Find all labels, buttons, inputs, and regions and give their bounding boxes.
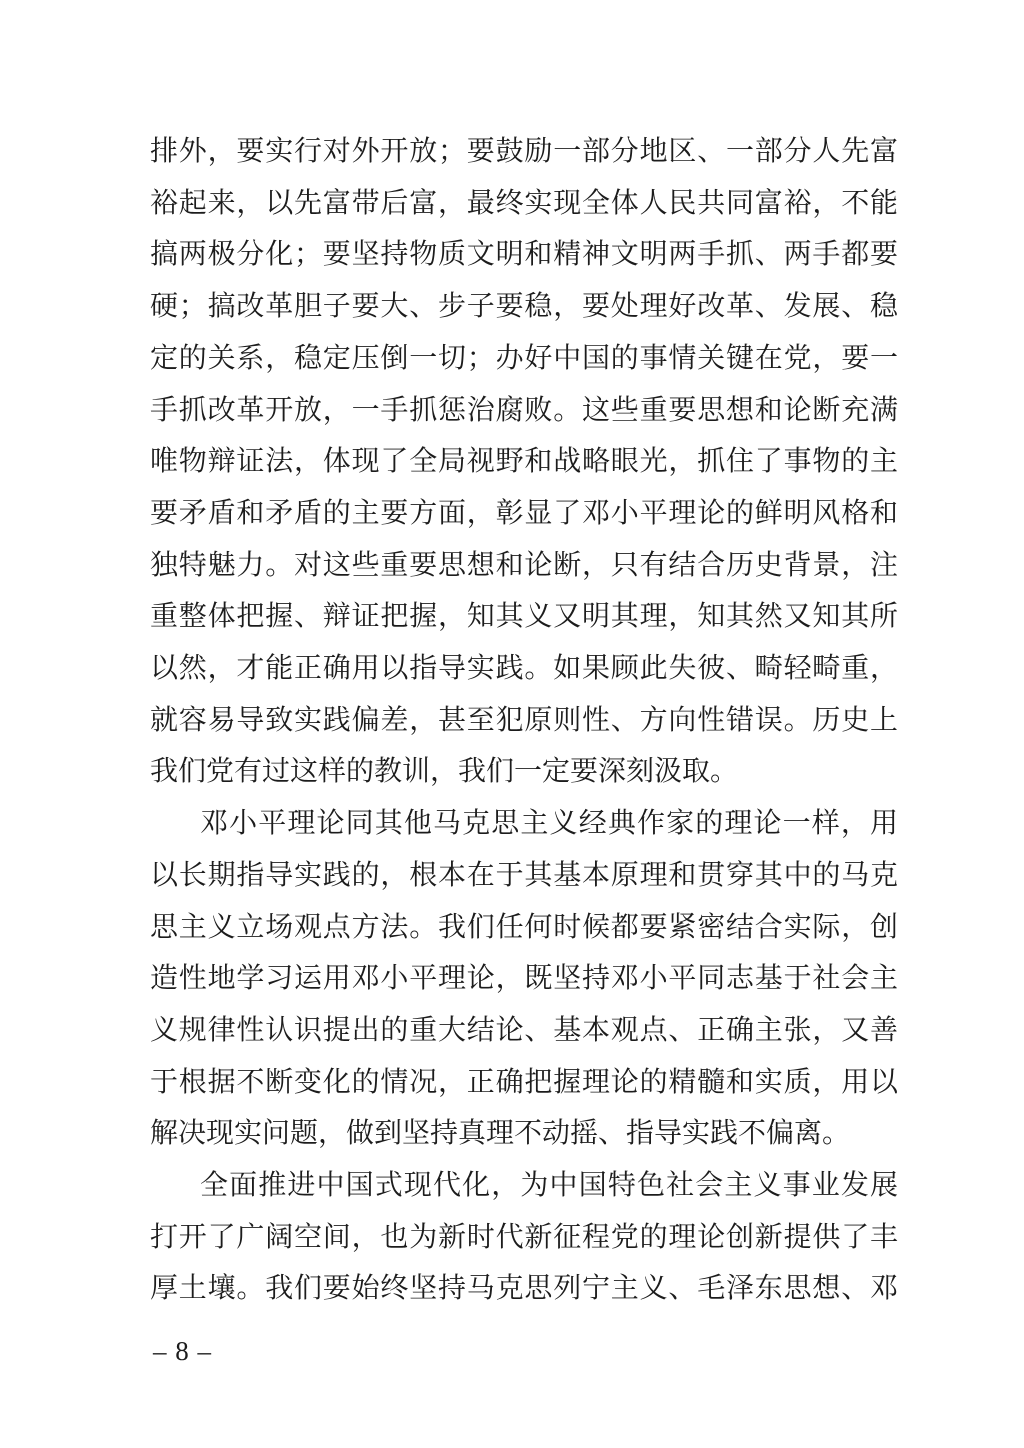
text-line: 义规律性认识提出的重大结论、基本观点、正确主张，又善 [150, 1014, 898, 1046]
text-line: 排外，要实行对外开放；要鼓励一部分地区、一部分人先富 [150, 136, 898, 167]
text-line: 裕起来，以先富带后富，最终实现全体人民共同富裕，不能 [150, 187, 898, 219]
text-line: 以然，才能正确用以指导实践。如果顾此失彼、畸轻畸重， [150, 653, 898, 685]
text-line: 于根据不断变化的情况，正确把握理论的精髓和实质，用以 [150, 1066, 898, 1098]
body-text [150, 126, 898, 1315]
text-line: 硬；搞改革胆子要大、步子要稳，要处理好改革、发展、稳 [150, 291, 898, 323]
text-line: 造性地学习运用邓小平理论，既坚持邓小平同志基于社会主 [150, 963, 898, 995]
text-line: 唯物辩证法，体现了全局视野和战略眼光，抓住了事物的主 [150, 446, 898, 478]
page-number: – 8 – [153, 1336, 212, 1366]
text-line: 要矛盾和矛盾的主要方面，彰显了邓小平理论的鲜明风格和 [150, 497, 898, 529]
text-line: 解决现实问题，做到坚持真理不动摇、指导实践不偏离。 [150, 1118, 851, 1150]
text-line: 思主义立场观点方法。我们任何时候都要紧密结合实际，创 [150, 911, 898, 943]
text-line: 定的关系，稳定压倒一切；办好中国的事情关键在党，要一 [150, 342, 898, 374]
text-line: 邓小平理论同其他马克思主义经典作家的理论一样，用 [200, 808, 898, 840]
paragraph [150, 798, 898, 1160]
text-line: 以长期指导实践的，根本在于其基本原理和贯穿其中的马克 [150, 859, 898, 891]
text-line: 手抓改革开放，一手抓惩治腐败。这些重要思想和论断充满 [150, 394, 898, 426]
text-line: 搞两极分化；要坚持物质文明和精神文明两手抓、两手都要 [150, 239, 898, 271]
text-line: 厚土壤。我们要始终坚持马克思列宁主义、毛泽东思想、邓 [150, 1273, 898, 1305]
text-line: 就容易导致实践偏差，甚至犯原则性、方向性错误。历史上 [150, 704, 898, 736]
text-line: 打开了广阔空间，也为新时代新征程党的理论创新提供了丰 [150, 1221, 898, 1253]
text-line: 重整体把握、辩证把握，知其义又明其理，知其然又知其所 [150, 601, 898, 633]
text-line: 独特魅力。对这些重要思想和论断，只有结合历史背景，注 [150, 549, 898, 581]
paragraph [150, 126, 898, 798]
paragraph [150, 1160, 898, 1315]
text-line: 全面推进中国式现代化，为中国特色社会主义事业发展 [200, 1170, 898, 1202]
text-line: 我们党有过这样的教训，我们一定要深刻汲取。 [150, 756, 739, 788]
